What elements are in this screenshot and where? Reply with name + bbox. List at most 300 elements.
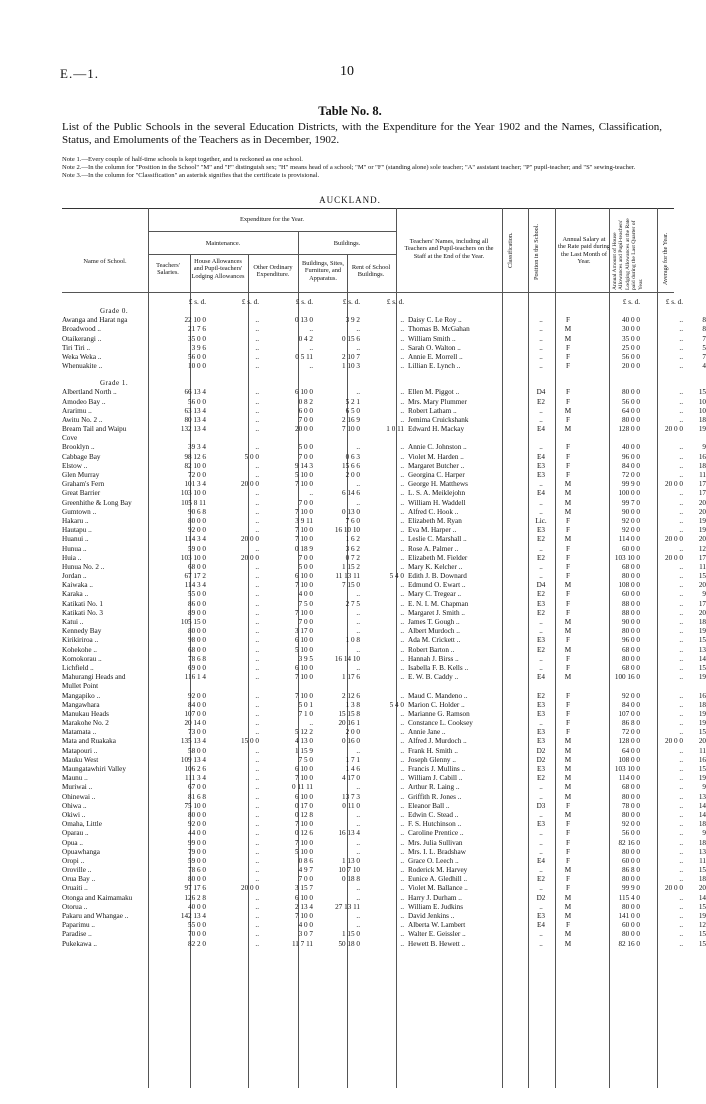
table-row bbox=[62, 866, 706, 875]
cell-rs: .. bbox=[400, 654, 404, 663]
cell-oo: 7 1 0 bbox=[298, 709, 313, 718]
cell-avg: 16 bbox=[698, 452, 706, 461]
cell-bu: .. bbox=[356, 783, 360, 792]
cell-rs: .. bbox=[400, 489, 404, 498]
table-row bbox=[62, 774, 706, 783]
cell-sal: 78 0 0 bbox=[622, 801, 640, 810]
cell-ha: .. bbox=[255, 691, 259, 700]
cell-oo: 7 10 0 bbox=[295, 480, 313, 489]
cell-pos: F bbox=[566, 838, 570, 847]
cell-rs: .. bbox=[400, 636, 404, 645]
cell-bu: 2 12 6 bbox=[342, 691, 360, 700]
cell-rs: .. bbox=[400, 599, 404, 608]
cell-hou: .. bbox=[679, 406, 683, 415]
cell-hou: .. bbox=[679, 810, 683, 819]
cell-ts: 126 2 8 bbox=[184, 893, 206, 902]
cell-teacher: Margaret J. Smith .. bbox=[408, 608, 465, 617]
cell-pos: F bbox=[566, 709, 570, 718]
cell-school: Kennedy Bay bbox=[62, 627, 102, 636]
cell-ts: 67 17 2 bbox=[184, 572, 206, 581]
cell-sal: 80 0 0 bbox=[622, 810, 640, 819]
cell-ha: .. bbox=[255, 783, 259, 792]
cell-rs: 5 4 0 bbox=[389, 700, 404, 709]
cell-school: Hunua .. bbox=[62, 544, 87, 553]
cell-ts: 63 13 4 bbox=[184, 406, 206, 415]
cell-oo: 5 10 0 bbox=[295, 847, 313, 856]
cell-oo: 1 15 9 bbox=[295, 746, 313, 755]
cell-ha: .. bbox=[255, 544, 259, 553]
table-row bbox=[62, 755, 706, 765]
cell-rs: .. bbox=[400, 801, 404, 810]
cell-sal: 68 0 0 bbox=[622, 663, 640, 672]
cell-ha: .. bbox=[255, 316, 259, 325]
cell-cl: .. bbox=[539, 838, 543, 847]
cell-cl: E4 bbox=[537, 425, 545, 434]
cell-cl: .. bbox=[539, 362, 543, 371]
cell-school: Kaiwaka .. bbox=[62, 581, 93, 590]
table-row bbox=[62, 590, 706, 599]
table-row bbox=[62, 792, 706, 802]
cell-avg: 17 bbox=[698, 480, 706, 489]
cell-school: Hakaru .. bbox=[62, 516, 89, 525]
cell-cl: E2 bbox=[537, 645, 545, 654]
cell-school: Greenhithe & Long Bay bbox=[62, 498, 132, 507]
cell-sal: 141 0 0 bbox=[618, 912, 640, 920]
cell-school: Gumtown .. bbox=[62, 507, 97, 516]
cell-teacher: Jemima Cruickshank bbox=[408, 415, 469, 424]
cell-ts: 135 13 4 bbox=[180, 737, 206, 746]
cell-school: Awitu No. 2 .. bbox=[62, 415, 103, 424]
cell-bu: .. bbox=[356, 820, 360, 829]
cell-avg: 14 bbox=[698, 654, 706, 663]
cell-teacher: Mrs. Mary Plummer bbox=[408, 397, 467, 406]
cell-bu: 16 13 4 bbox=[338, 829, 360, 838]
cell-cl: .. bbox=[539, 783, 543, 792]
cell-school: Paparimu .. bbox=[62, 921, 95, 930]
cell-hou: .. bbox=[679, 572, 683, 581]
cell-ts: 22 10 0 bbox=[184, 316, 206, 325]
cell-rs: .. bbox=[400, 562, 404, 571]
cell-teacher: William H. Waddell bbox=[408, 498, 466, 507]
cell-ha: .. bbox=[255, 700, 259, 709]
cell-oo: 5 0 1 bbox=[298, 700, 313, 709]
cell-hou: .. bbox=[679, 866, 683, 875]
table-row bbox=[62, 553, 706, 563]
cell-ts: 107 0 0 bbox=[184, 709, 206, 718]
table-row bbox=[62, 921, 706, 930]
cell-bu: 2 7 5 bbox=[345, 599, 360, 608]
cell-pos: F bbox=[566, 553, 570, 562]
cell-avg: 19 bbox=[698, 719, 706, 728]
cell-pos: F bbox=[566, 820, 570, 829]
cell-school: Albertland North .. bbox=[62, 388, 117, 397]
cell-sal: 114 0 0 bbox=[618, 535, 640, 544]
cell-pos: M bbox=[564, 406, 572, 415]
cell-oo: 6 0 0 bbox=[298, 406, 313, 415]
cell-sal: 60 0 0 bbox=[622, 544, 640, 553]
table-row bbox=[62, 507, 706, 517]
cell-teacher: Arthur R. Laing .. bbox=[408, 783, 460, 792]
cell-hou: .. bbox=[679, 608, 683, 617]
cell-bu: .. bbox=[356, 912, 360, 920]
cell-bu: .. bbox=[356, 645, 360, 654]
table-row bbox=[62, 627, 706, 636]
cell-rs: .. bbox=[400, 893, 404, 902]
cell-avg: 20 bbox=[698, 507, 706, 516]
cell-oo: 7 5 0 bbox=[298, 755, 313, 764]
cell-pos: M bbox=[564, 425, 572, 434]
cell-pos: F bbox=[566, 562, 570, 571]
cell-sal: 99 7 0 bbox=[622, 498, 640, 507]
cell-ha: .. bbox=[255, 709, 259, 718]
cell-ha: .. bbox=[255, 728, 259, 737]
cell-teacher: Annie C. Johnston .. bbox=[408, 443, 467, 452]
cell-ha: .. bbox=[255, 820, 259, 829]
cell-bu: 16 14 10 bbox=[334, 654, 360, 663]
cell-pos: M bbox=[564, 792, 572, 801]
cell-oo: 4 0 0 bbox=[298, 921, 313, 930]
cell-school: Ararimu .. bbox=[62, 406, 92, 415]
cell-ha: .. bbox=[255, 654, 259, 663]
cell-sal: 80 0 0 bbox=[622, 792, 640, 801]
cell-ha: .. bbox=[255, 343, 259, 352]
cell-bu: 1 4 6 bbox=[345, 765, 360, 773]
cell-hou: .. bbox=[679, 362, 683, 371]
cell-pos: M bbox=[564, 480, 572, 489]
cell-rs: .. bbox=[400, 755, 404, 764]
table-row bbox=[62, 397, 706, 407]
cell-avg: 20 bbox=[698, 608, 706, 617]
cell-pos: F bbox=[566, 343, 570, 352]
cell-sal: 100 16 0 bbox=[614, 673, 640, 682]
cell-rs: 5 4 0 bbox=[389, 572, 404, 581]
cell-pos: F bbox=[566, 829, 570, 838]
cell-pos: M bbox=[564, 866, 572, 875]
cell-bu: .. bbox=[356, 884, 360, 893]
cell-bu: 10 7 10 bbox=[338, 866, 360, 875]
cell-ts: 82 2 0 bbox=[188, 939, 206, 948]
cell-oo: 2 13 4 bbox=[295, 902, 313, 911]
cell-sal: 103 10 0 bbox=[614, 553, 640, 562]
cell-cl: D2 bbox=[536, 746, 546, 755]
cell-rs: .. bbox=[400, 856, 404, 865]
cell-oo: 0 11 11 bbox=[291, 783, 313, 792]
cell-ts: 55 0 0 bbox=[188, 590, 206, 599]
col-classification: Classification. bbox=[507, 232, 514, 268]
cell-hou: 20 0 0 bbox=[665, 535, 683, 544]
cell-cl: E2 bbox=[537, 608, 545, 617]
cell-school: Hunua No. 2 .. bbox=[62, 562, 105, 571]
cell-sal: 40 0 0 bbox=[622, 316, 640, 325]
cell-sal: 80 0 0 bbox=[622, 572, 640, 581]
cell-sal: 108 0 0 bbox=[618, 581, 640, 590]
cell-avg: 14 bbox=[698, 810, 706, 819]
cell-oo: 6 10 0 bbox=[295, 636, 313, 645]
cell-ts: 109 13 4 bbox=[180, 755, 206, 764]
cell-ts: 78 6 8 bbox=[188, 654, 206, 663]
cell-school: Okiwi .. bbox=[62, 810, 86, 819]
cell-oo: 4 0 0 bbox=[298, 590, 313, 599]
table-row bbox=[62, 912, 706, 921]
cell-bu: 0 7 2 bbox=[345, 553, 360, 562]
cell-ha: 20 0 0 bbox=[241, 480, 259, 489]
cell-hou: .. bbox=[679, 700, 683, 709]
table-subtitle: List of the Public Schools in the several Education Districts, with the Expenditure for the Year 1902 and the Names, Classification, Status, and Emoluments of the Teachers as in December, 1902. bbox=[62, 121, 662, 146]
cell-pos: M bbox=[564, 930, 572, 939]
cell-cl: .. bbox=[539, 544, 543, 553]
cell-oo: 6 10 0 bbox=[295, 663, 313, 672]
cell-hou: .. bbox=[679, 581, 683, 590]
cell-ts: 132 13 4 bbox=[180, 425, 206, 434]
cell-sal: 96 0 0 bbox=[622, 452, 640, 461]
col-teachers-names: Teachers' Names, including all Teachers and Pupil-teachers on the Staff at the End of the Year. bbox=[404, 238, 494, 260]
cell-ts: 70 0 0 bbox=[188, 930, 206, 939]
cell-ts: 142 13 4 bbox=[180, 912, 206, 920]
cell-pos: F bbox=[566, 847, 570, 856]
cell-sal: 107 0 0 bbox=[618, 709, 640, 718]
cell-teacher: Annie E. Morrell .. bbox=[408, 352, 463, 361]
cell-oo: 7 5 0 bbox=[298, 599, 313, 608]
cell-ha: .. bbox=[255, 765, 259, 773]
table-row bbox=[62, 875, 706, 884]
cell-oo: 7 10 0 bbox=[295, 912, 313, 920]
cell-cl: Lic. bbox=[535, 516, 547, 525]
cell-sal: 60 0 0 bbox=[622, 921, 640, 930]
cell-ha: .. bbox=[255, 801, 259, 810]
cell-ts: 55 0 0 bbox=[188, 921, 206, 930]
cell-teacher: Elizabeth M. Fielder bbox=[408, 553, 468, 562]
cell-bu: .. bbox=[356, 893, 360, 902]
cell-bu: 7 10 0 bbox=[342, 425, 360, 434]
cell-sal: 30 0 0 bbox=[622, 325, 640, 334]
cell-school: Kirikiriroa .. bbox=[62, 636, 99, 645]
cell-avg: 7 bbox=[702, 352, 706, 361]
cell-sal: 99 9 0 bbox=[622, 884, 640, 893]
cell-avg: 18 bbox=[698, 875, 706, 884]
cell-avg: 11 bbox=[699, 562, 706, 571]
cell-oo: 7 0 0 bbox=[298, 553, 313, 562]
cell-rs: .. bbox=[400, 765, 404, 773]
cell-ha: .. bbox=[255, 912, 259, 920]
cell-oo: 3 15 7 bbox=[295, 884, 313, 893]
table-row bbox=[62, 343, 706, 353]
table-row bbox=[62, 783, 706, 792]
cell-ha: .. bbox=[255, 627, 259, 636]
cell-school: Maunu .. bbox=[62, 774, 88, 783]
cell-sal: 103 10 0 bbox=[614, 765, 640, 773]
cell-cl: .. bbox=[539, 498, 543, 507]
cell-rs: .. bbox=[400, 397, 404, 406]
table-row bbox=[62, 663, 706, 673]
cell-hou: .. bbox=[679, 415, 683, 424]
table-row bbox=[62, 930, 706, 939]
cell-school: Otaikerangi .. bbox=[62, 334, 102, 343]
cell-school: Oparau .. bbox=[62, 829, 89, 838]
table-row bbox=[62, 562, 706, 572]
cell-cl: E2 bbox=[537, 553, 545, 562]
cell-ha: .. bbox=[255, 471, 259, 479]
cell-school: Glen Murray bbox=[62, 471, 100, 479]
cell-teacher: David Jenkins .. bbox=[408, 912, 455, 920]
cell-ha: .. bbox=[255, 498, 259, 507]
cell-rs: .. bbox=[400, 627, 404, 636]
cell-avg: 4 bbox=[702, 362, 706, 371]
cell-avg: 15 bbox=[698, 930, 706, 939]
cell-sal: 64 0 0 bbox=[622, 406, 640, 415]
cell-cl: E2 bbox=[537, 875, 545, 884]
cell-hou: .. bbox=[679, 388, 683, 397]
cell-bu: .. bbox=[356, 498, 360, 507]
cell-rs: .. bbox=[400, 406, 404, 415]
cell-sal: 90 0 0 bbox=[622, 618, 640, 626]
cell-hou: .. bbox=[679, 334, 683, 343]
cell-pos: M bbox=[564, 783, 572, 792]
cell-pos: F bbox=[566, 452, 570, 461]
cell-oo: 0 8 2 bbox=[298, 397, 313, 406]
cell-school: Amodeo Bay .. bbox=[62, 397, 106, 406]
cell-sal: 68 0 0 bbox=[622, 783, 640, 792]
cell-ts: 97 17 6 bbox=[184, 884, 206, 893]
cell-rs: .. bbox=[400, 471, 404, 479]
cell-teacher: Mrs. Julia Sullivan bbox=[408, 838, 463, 847]
cell-cl: .. bbox=[539, 884, 543, 893]
cell-ha: .. bbox=[255, 663, 259, 672]
cell-ha: .. bbox=[255, 893, 259, 902]
cell-bu: 0 11 0 bbox=[342, 801, 360, 810]
cell-ts: 86 0 0 bbox=[188, 599, 206, 608]
page-number: 10 bbox=[340, 64, 354, 79]
cell-pos: F bbox=[566, 316, 570, 325]
cell-teacher: F. S. Hutchinson .. bbox=[408, 820, 462, 829]
cell-avg: 9 bbox=[702, 590, 706, 599]
cell-pos: F bbox=[566, 801, 570, 810]
cell-oo: 3 17 0 bbox=[295, 627, 313, 636]
cell-sal: 35 0 0 bbox=[622, 334, 640, 343]
cell-sal: 90 0 0 bbox=[622, 507, 640, 516]
lsd-label: £ s. d. bbox=[188, 298, 206, 306]
col-average: Average for the Year. bbox=[662, 232, 669, 285]
cell-ts: 59 0 0 bbox=[188, 856, 206, 865]
cell-cl: .. bbox=[539, 406, 543, 415]
cell-pos: F bbox=[566, 884, 570, 893]
cell-sal: 84 0 0 bbox=[622, 461, 640, 470]
col-expenditure: Expenditure for the Year. bbox=[239, 216, 305, 223]
cell-ha: .. bbox=[255, 526, 259, 535]
cell-ts: 79 0 0 bbox=[188, 847, 206, 856]
cell-rs: .. bbox=[400, 746, 404, 755]
table-row bbox=[62, 434, 674, 443]
cell-oo: 3 9 11 bbox=[295, 516, 313, 525]
cell-hou: .. bbox=[679, 801, 683, 810]
cell-ts: 89 0 0 bbox=[188, 608, 206, 617]
table-row bbox=[62, 352, 706, 362]
cell-avg: 19 bbox=[698, 709, 706, 718]
cell-ts: 40 0 0 bbox=[188, 902, 206, 911]
cell-pos: F bbox=[566, 443, 570, 452]
cell-cl: E3 bbox=[537, 820, 545, 829]
cell-hou: .. bbox=[679, 820, 683, 829]
cell-pos: M bbox=[564, 325, 572, 334]
cell-teacher: Mrs. I. L. Bradshaw bbox=[408, 847, 466, 856]
cell-rs: .. bbox=[400, 838, 404, 847]
cell-school: Orua Bay .. bbox=[62, 875, 96, 884]
cell-pos: F bbox=[566, 362, 570, 371]
table-row bbox=[62, 443, 706, 452]
cell-school: Maungatawhiri Valley bbox=[62, 765, 126, 773]
col-annual-salary: Annual Salary at the Rate paid during the Last Month of Year. bbox=[558, 236, 610, 266]
cell-school: Hautapu .. bbox=[62, 526, 92, 535]
cell-teacher: Elizabeth M. Ryan bbox=[408, 516, 462, 525]
cell-oo: 7 10 0 bbox=[295, 838, 313, 847]
cell-oo: .. bbox=[309, 343, 313, 352]
cell-avg: 11 bbox=[699, 856, 706, 865]
cell-ha: .. bbox=[255, 443, 259, 452]
cell-bu: 20 16 1 bbox=[338, 719, 360, 728]
cell-sal: 108 0 0 bbox=[618, 755, 640, 764]
page-reference: E.—1. bbox=[60, 66, 99, 81]
cell-avg: 9 bbox=[702, 443, 706, 452]
cell-oo: 4 13 0 bbox=[295, 737, 313, 746]
rule-header-bottom bbox=[62, 292, 674, 293]
cell-school: Katikati No. 3 bbox=[62, 608, 103, 617]
col-position: Position in the School. bbox=[533, 223, 540, 280]
col-buildings-sites: Buildings, Sites, Furniture, and Apparatus. bbox=[301, 260, 345, 282]
cell-pos: F bbox=[566, 397, 570, 406]
table-row bbox=[62, 498, 706, 508]
cell-avg: 17 bbox=[698, 553, 706, 562]
cell-cl: D4 bbox=[536, 388, 546, 397]
cell-rs: .. bbox=[400, 334, 404, 343]
cell-teacher: Eva M. Harper .. bbox=[408, 526, 457, 535]
cell-hou: .. bbox=[679, 452, 683, 461]
cell-oo: 20 0 0 bbox=[295, 425, 313, 434]
cell-ts: 114 3 4 bbox=[184, 535, 206, 544]
cell-pos: F bbox=[566, 728, 570, 737]
cell-teacher: Sarah O. Walton .. bbox=[408, 343, 461, 352]
cell-avg: 19 bbox=[698, 912, 706, 920]
cell-sal: 80 0 0 bbox=[622, 415, 640, 424]
cell-oo: 6 10 0 bbox=[295, 572, 313, 581]
table-body bbox=[62, 298, 706, 949]
cell-ha: .. bbox=[255, 516, 259, 525]
cell-ha: .. bbox=[255, 856, 259, 865]
cell-cl: .. bbox=[539, 572, 543, 581]
cell-ha: .. bbox=[255, 489, 259, 498]
cell-bu: .. bbox=[356, 838, 360, 847]
table-row bbox=[62, 480, 706, 489]
cell-avg: 15 bbox=[698, 939, 706, 948]
cell-ha: .. bbox=[255, 334, 259, 343]
cell-ha: .. bbox=[255, 838, 259, 847]
cell-hou: .. bbox=[679, 352, 683, 361]
cell-rs: .. bbox=[400, 810, 404, 819]
cell-ha: .. bbox=[255, 388, 259, 397]
cell-school: Katui .. bbox=[62, 618, 84, 626]
cell-ha: .. bbox=[255, 425, 259, 434]
cell-teacher: Annie Jane .. bbox=[408, 728, 446, 737]
cell-bu: 0 6 3 bbox=[345, 452, 360, 461]
cell-avg: 15 bbox=[698, 902, 706, 911]
cell-bu: 1 15 0 bbox=[342, 930, 360, 939]
cell-cl: .. bbox=[539, 480, 543, 489]
cell-rs: .. bbox=[400, 415, 404, 424]
cell-sal: 80 0 0 bbox=[622, 654, 640, 663]
cell-hou: .. bbox=[679, 654, 683, 663]
col-rent: Rent of School Buildings. bbox=[351, 264, 391, 279]
cell-school: Mangawhara bbox=[62, 700, 100, 709]
cell-ha: .. bbox=[255, 902, 259, 911]
cell-avg: 15 bbox=[698, 636, 706, 645]
